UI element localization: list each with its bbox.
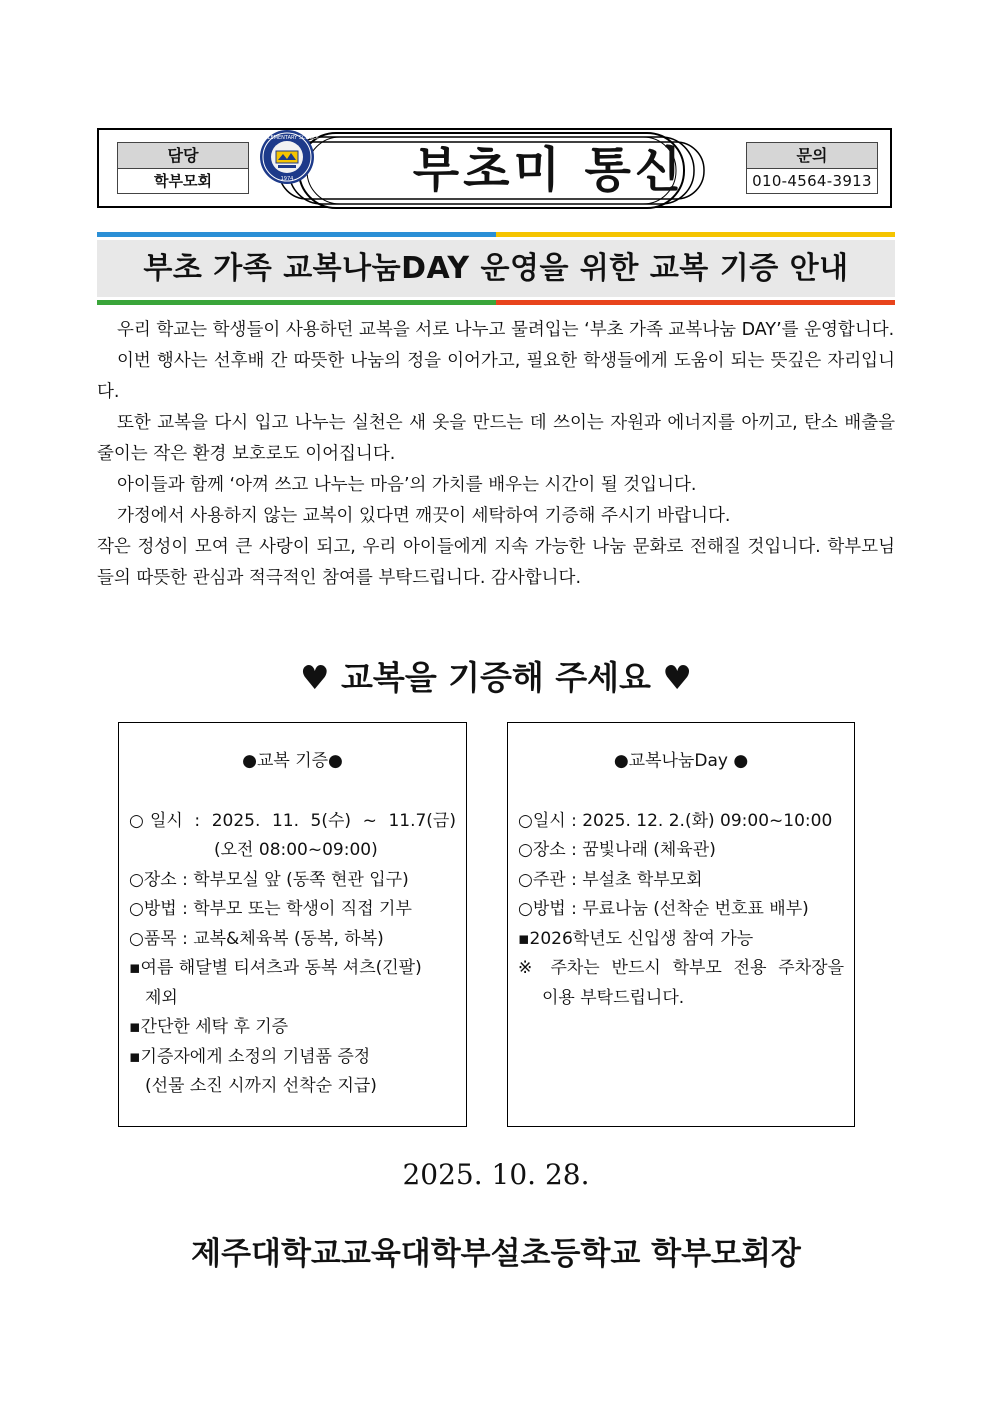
intro-text: [97, 315, 895, 594]
paragraph-4: 아이들과 함께 ‘아껴 쓰고 나누는 마음’의 가치를 배우는 시간이 될 것입니다.: [117, 475, 697, 495]
donation-date: ○일시 : 2025. 11. 5(수) ~ 11.7(금): [129, 810, 456, 831]
paragraph-3: 또한 교복을 다시 입고 나누는 실천은 새 옷을 만드는 데 쓰이는 자원과 에너지를 아끼고, 탄소 배출을 줄이는 작은 환경 보호로도 이어집니다.: [97, 413, 895, 464]
sharing-date: ○일시 : 2025. 12. 2.(화) 09:00~10:00: [518, 810, 833, 831]
paragraph-6: 작은 정성이 모여 큰 사랑이 되고, 우리 아이들에게 지속 가능한 나눔 문화로 전해질 것입니다. 학부모님들의 따뜻한 관심과 적극적인 참여를 부탁드립니다. 감사합니다.: [97, 537, 895, 588]
contact-person-label: 담당: [118, 143, 248, 169]
donation-time: (오전 08:00~09:00): [214, 840, 378, 860]
sharing-place: ○장소 : 꿈빛나래 (체육관): [518, 840, 716, 860]
inquiry-label: 문의: [747, 143, 877, 169]
sharing-box-title: ●교복나눔Day ●: [613, 751, 749, 771]
sharing-note-parking-cont: 이용 부탁드립니다.: [542, 987, 685, 1008]
contact-person-value: 학부모회: [154, 172, 212, 190]
paragraph-5: 가정에서 사용하지 않는 교복이 있다면 깨끗이 세탁하여 기증해 주시기 바랍니다.: [117, 506, 731, 526]
donation-note-gift-cont: (선물 소진 시까지 선착순 지급): [145, 1076, 377, 1096]
donation-place: ○장소 : 학부모실 앞 (동쪽 현관 입구): [129, 869, 409, 890]
donation-info-box: [118, 722, 467, 1127]
donation-note-gift: ▪기증자에게 소정의 기념품 증정: [129, 1046, 371, 1067]
sharing-day-info-box: [507, 722, 855, 1127]
paragraph-2: 이번 행사는 선후배 간 따뜻한 나눔의 정을 이어가고, 필요한 학생들에게 도움이 되는 뜻깊은 자리입니다.: [97, 351, 895, 402]
sharing-host: ○주관 : 부설초 학부모회: [518, 869, 703, 890]
donation-box-title: ●교복 기증●: [242, 751, 343, 771]
donation-items: ○품목 : 교복&체육복 (동복, 하복): [129, 928, 384, 949]
announcement-banner: [97, 232, 895, 307]
emblem-text: JNU ELEMENTARY SCHOOL: [254, 135, 320, 141]
sharing-note-parking: ※ 주차는 반드시 학부모 전용 주차장을: [518, 958, 844, 978]
school-emblem-icon: [254, 129, 320, 185]
contact-person-box: [117, 142, 249, 194]
announcement-title: 부초 가족 교복나눔DAY 운영을 위한 교복 기증 안내: [97, 240, 895, 297]
sharing-method: ○방법 : 무료나눔 (선착순 번호표 배부): [518, 899, 809, 919]
issue-date: 2025. 10. 28.: [402, 1158, 590, 1191]
banner-bar-top-left: [97, 232, 496, 237]
donation-note-wash: ▪간단한 세탁 후 기증: [129, 1017, 289, 1037]
banner-bar-top-right: [496, 232, 895, 237]
newsletter-header: [97, 128, 892, 208]
sharing-note-freshmen: ▪2026학년도 신입생 참여 가능: [518, 928, 754, 949]
inquiry-box: [746, 142, 878, 194]
donation-heading: ♥ 교복을 기증해 주세요 ♥: [299, 658, 693, 697]
inquiry-phone: 010-4564-3913: [752, 172, 872, 190]
emblem-year: 1974: [280, 176, 294, 182]
donation-note-exclusion-cont: 제외: [145, 987, 178, 1008]
title-oval: [254, 129, 724, 212]
newsletter-title: 부초미 통신: [412, 142, 686, 198]
donation-note-exclusion: ▪여름 해달별 티셔츠과 동복 셔츠(긴팔): [129, 958, 422, 978]
banner-bar-bottom-left: [97, 300, 496, 305]
donation-method: ○방법 : 학부모 또는 학생이 직접 기부: [129, 899, 412, 919]
paragraph-1: 우리 학교는 학생들이 사용하던 교복을 서로 나누고 물려입는 ‘부초 가족 교복나눔 DAY’를 운영합니다.: [117, 320, 895, 340]
signer-name: 제주대학교교육대학부설초등학교 학부모회장: [191, 1236, 801, 1272]
banner-bar-bottom-right: [496, 300, 895, 305]
